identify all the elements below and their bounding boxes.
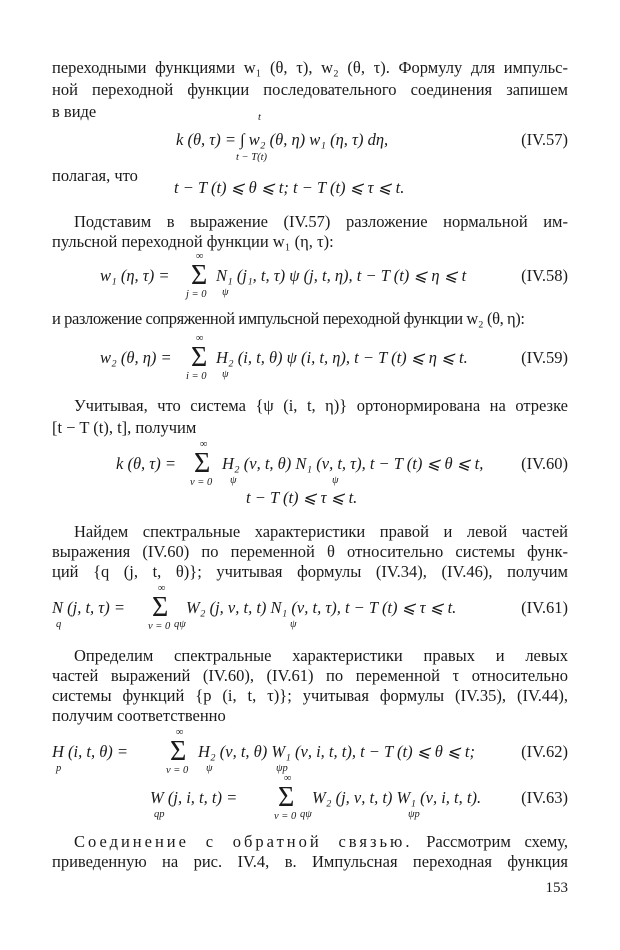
text-line: в виде [52, 102, 97, 121]
system-index: ψ [206, 763, 213, 774]
text-line: ций {q (j, t, θ)}; учитывая формулы (IV.34), (IV.46), получим [52, 562, 568, 581]
sigma-symbol: Σ [191, 342, 208, 373]
sum-upper-limit: ∞ [196, 333, 204, 344]
section-heading: Соединение с обратной связью. [74, 832, 413, 851]
text-line: частей выражений (IV.60), (IV.61) по переменной τ относительно [52, 666, 568, 685]
equation-lhs: w₂ (θ, η) = [100, 348, 172, 367]
system-index: qψ [174, 619, 186, 630]
equation-number: (IV.60) [521, 454, 568, 473]
system-index: ψ [222, 369, 229, 380]
sum-upper-limit: ∞ [200, 439, 208, 450]
equation-body: H₂ (ν, t, θ) W₁ (ν, i, t, t), t − T (t) ⩽ θ ⩽ t; [198, 742, 475, 761]
condition-iv57: t − T (t) ⩽ θ ⩽ t; t − T (t) ⩽ τ ⩽ t. [174, 178, 405, 197]
sum-lower-limit: j = 0 [186, 289, 207, 300]
equation-number: (IV.63) [521, 788, 568, 807]
system-index: p [56, 763, 62, 774]
page-number: 153 [545, 880, 568, 896]
text-line: переходными функциями w₁ (θ, τ), w₂ (θ, τ). Формулу для импульс- [52, 58, 568, 77]
text-line: Определим спектральные характеристики правых и левых [74, 646, 568, 665]
text-fragment: Рассмотрим схему, [426, 832, 568, 851]
equation-body: W₂ (j, ν, t, t) N₁ (ν, t, τ), t − T (t) ⩽ τ ⩽ t. [186, 598, 457, 617]
equation-number: (IV.61) [521, 598, 568, 617]
equation-lhs: H (i, t, θ) = [52, 742, 129, 761]
text-line: получим соответственно [52, 706, 226, 725]
text-line: [t − T (t), t], получим [52, 418, 197, 437]
text-line: Найдем спектральные характеристики правой и левой частей [74, 522, 568, 541]
sum-lower-limit: ν = 0 [166, 765, 189, 776]
system-index: ψ [230, 475, 237, 486]
equation-number: (IV.59) [521, 348, 568, 367]
sum-lower-limit: i = 0 [186, 371, 207, 382]
integral-upper-limit: t [258, 112, 261, 123]
text-line: пульсной переходной функции w₁ (η, τ): [52, 232, 334, 251]
sum-lower-limit: ν = 0 [148, 621, 171, 632]
equation-number: (IV.62) [521, 742, 568, 761]
sum-lower-limit: ν = 0 [274, 811, 297, 822]
sigma-symbol: Σ [152, 592, 169, 623]
condition-iv60: t − T (t) ⩽ τ ⩽ t. [246, 488, 358, 507]
equation-lhs: w₁ (η, τ) = [100, 266, 170, 285]
sum-upper-limit: ∞ [158, 583, 166, 594]
text-line: ной переходной функции последовательного соединения запишем [52, 80, 568, 99]
sigma-symbol: Σ [194, 448, 211, 479]
equation-lhs: N (j, t, τ) = [52, 598, 125, 617]
system-index: ψ [332, 475, 339, 486]
equation-body: N₁ (j₁, t, τ) ψ (j, t, η), t − T (t) ⩽ η ⩽ t [216, 266, 467, 285]
equation-lhs: k (θ, τ) = [116, 454, 176, 473]
system-index: q [56, 619, 62, 630]
text-line: Подставим в выражение (IV.57) разложение нормальной им- [74, 212, 568, 231]
equation-body: k (θ, τ) = ∫ w₂ (θ, η) w₁ (η, τ) dη, [176, 130, 389, 149]
equation-number: (IV.58) [521, 266, 568, 285]
text-line: и разложение сопряженной импульсной переходной функции w₂ (θ, η): [52, 309, 525, 328]
text-line: приведенную на рис. IV.4, в. Импульсная переходная функция [52, 852, 568, 871]
system-index: qψ [300, 809, 312, 820]
text-line: выражения (IV.60) по переменной θ относительно системы функ- [52, 542, 568, 561]
system-index: ψp [408, 809, 420, 820]
text-line: полагая, что [52, 166, 138, 185]
text-line: Учитывая, что система {ψ (i, t, η)} ортонормирована на отрезке [74, 396, 568, 415]
text-line [74, 832, 568, 852]
system-index: qp [154, 809, 165, 820]
sum-upper-limit: ∞ [196, 251, 204, 262]
text-line: системы функций {p (i, t, τ)}; учитывая формулы (IV.35), (IV.44), [52, 686, 568, 705]
sigma-symbol: Σ [191, 260, 208, 291]
equation-lhs: W (j, i, t, t) = [150, 788, 238, 807]
system-index: ψ [222, 287, 229, 298]
equation-body: H₂ (i, t, θ) ψ (i, t, η), t − T (t) ⩽ η ⩽ t. [216, 348, 468, 367]
equation-number: (IV.57) [521, 130, 568, 149]
equation-body: W₂ (j, ν, t, t) W₁ (ν, i, t, t). [312, 788, 482, 807]
sigma-symbol: Σ [278, 782, 295, 813]
integral-lower-limit: t − T(t) [236, 152, 268, 163]
sum-lower-limit: ν = 0 [190, 477, 213, 488]
sigma-symbol: Σ [170, 736, 187, 767]
sum-upper-limit: ∞ [176, 727, 184, 738]
system-index: ψ [290, 619, 297, 630]
equation-body: H₂ (ν, t, θ) N₁ (ν, t, τ), t − T (t) ⩽ θ ⩽ t, [222, 454, 484, 473]
sum-upper-limit: ∞ [284, 773, 292, 784]
system-index: ψp [276, 763, 288, 774]
